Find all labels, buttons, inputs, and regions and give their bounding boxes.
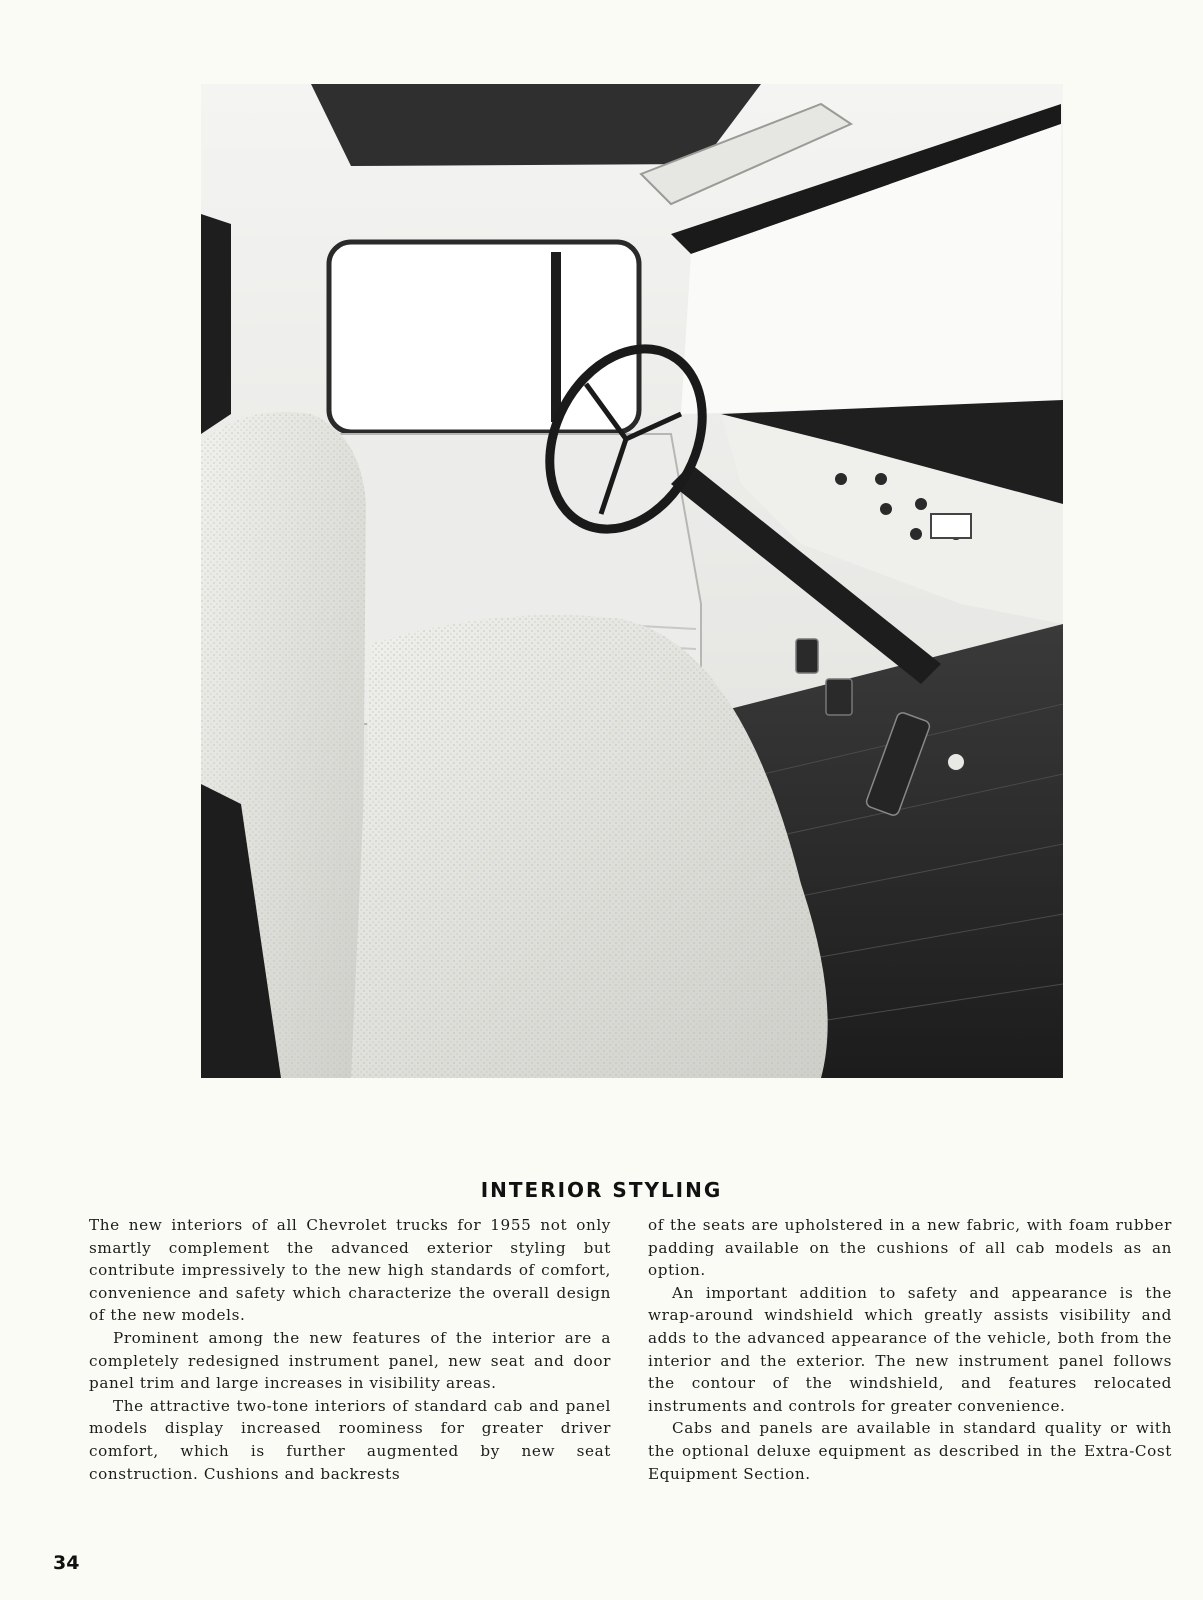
right-text-column bbox=[648, 1214, 1172, 1485]
cab-interior-photo bbox=[201, 84, 1063, 1078]
paragraph: An important addition to safety and appearance is the wrap-around windshield which greatly assists visibility and adds to the advanced appearance of the vehicle, both from the interior and the exterior. The new instrument panel follows the contour of the windshield, and features relocated instruments and controls for greater convenience. bbox=[648, 1283, 1172, 1415]
paragraph: The new interiors of all Chevrolet trucks for 1955 not only smartly complement the advanced exterior styling but contribute impressively to the new high standards of comfort, convenience and safety which characterize the overall design of the new models. bbox=[89, 1216, 611, 1325]
paragraph: Prominent among the new features of the interior are a completely redesigned instrument panel, new seat and door panel trim and large increases in visibility areas. bbox=[89, 1328, 611, 1393]
left-text-column bbox=[89, 1214, 611, 1485]
paragraph: of the seats are upholstered in a new fabric, with foam rubber padding available on the cushions of all cab models as an option. bbox=[648, 1216, 1172, 1280]
section-heading: INTERIOR STYLING bbox=[480, 1178, 723, 1202]
paragraph: Cabs and panels are available in standard quality or with the optional deluxe equipment as described in the Extra-Cost Equipment Section. bbox=[648, 1419, 1172, 1483]
paragraph: The attractive two-tone interiors of standard cab and panel models display increased roominess for greater driver comfort, which is further augmented by new seat construction. Cushions and backrests bbox=[89, 1396, 611, 1483]
page-number: 34 bbox=[53, 1552, 80, 1574]
